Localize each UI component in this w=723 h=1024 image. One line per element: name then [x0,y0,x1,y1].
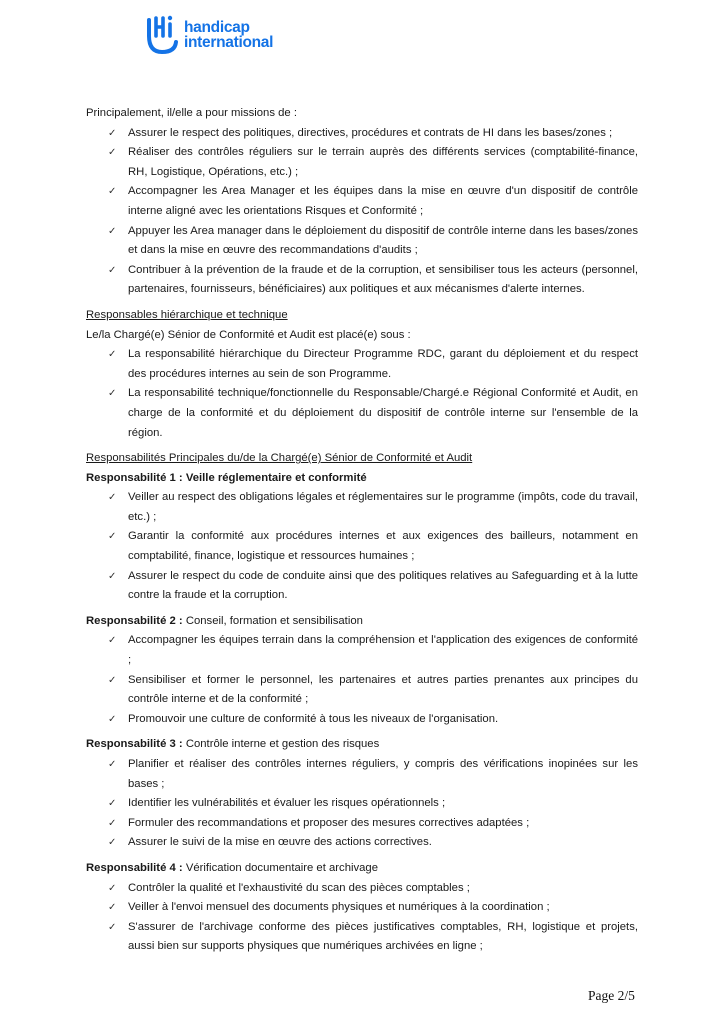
list-item: ✓ Assurer le respect des politiques, directives, procédures et contrats de HI dans les bases/zones ; [108,124,638,144]
list-item: ✓ Appuyer les Area manager dans le déploiement du dispositif de contrôle interne dans les bases/zones et dans la mise en œuvre des recommandations d'audits ; [108,222,638,261]
checkmark-icon: ✓ [108,921,117,933]
logo-text-handicap: handicap [184,19,250,36]
hi-hand-logo-icon [143,12,181,58]
checkmark-icon: ✓ [108,492,117,504]
checkmark-icon: ✓ [108,147,117,159]
list-item: ✓ Assurer le suivi de la mise en œuvre des actions correctives. [108,833,638,853]
responsibility-heading: Responsabilité 1 : Veille réglementaire et conformité [86,471,367,484]
checkmark-icon: ✓ [108,817,117,829]
responsibility-3-list [86,755,638,853]
list-item: ✓ S'assurer de l'archivage conforme des pièces justificatives comptables, RH, logistique et projets, aussi bien sur supports physiques que numériques archivées en ligne ; [108,918,638,957]
list-item: ✓ Réaliser des contrôles réguliers sur le terrain auprès des différents services (comptabilité-finance, RH, Logistique, Opérations, etc.) ; [108,143,638,182]
logo [143,12,273,58]
checkmark-icon: ✓ [108,902,117,914]
list-item: ✓ Contribuer à la prévention de la fraude et de la corruption, et sensibiliser tous les acteurs (personnel, partenaires, fournisseurs, bénéficiaires) aux politiques et aux mécanismes d'alerte internes. [108,261,638,300]
checkmark-icon: ✓ [108,674,117,686]
responsibility-heading: Responsabilité 2 : Conseil, formation et sensibilisation [86,614,363,627]
checkmark-icon: ✓ [108,225,117,237]
checkmark-icon: ✓ [108,388,117,400]
section-title-responsibilities: Responsabilités Principales du/de la Chargé(e) Sénior de Conformité et Audit [86,452,473,465]
checkmark-icon: ✓ [108,570,117,582]
list-item: ✓ Accompagner les équipes terrain dans la compréhension et l'application des exigences de conformité ; [108,631,638,670]
list-item: ✓ Planifier et réaliser des contrôles internes réguliers, y compris des vérifications inopinées sur les bases ; [108,755,638,794]
list-item: ✓ Accompagner les Area Manager et les équipes dans la mise en œuvre d'un dispositif de contrôle interne aligné avec les orientations Risques et Conformité ; [108,182,638,221]
checkmark-icon: ✓ [108,186,117,198]
checkmark-icon: ✓ [108,713,117,725]
checkmark-icon: ✓ [108,882,117,894]
checkmark-icon: ✓ [108,635,117,647]
responsibility-2-list [86,631,638,729]
checkmark-icon: ✓ [108,759,117,770]
page-number: Page 2/5 [588,988,635,1003]
missions-list [86,124,638,300]
responsibility-4-list [86,879,638,957]
document-body [86,104,638,957]
list-item: ✓ Garantir la conformité aux procédures internes et aux exigences des bailleurs, notamment en comptabilité, finance, logistique et ressources humaines ; [108,527,638,566]
logo-text-international: international [184,34,274,51]
responsibility-heading: Responsabilité 3 : Contrôle interne et gestion des risques [86,738,380,751]
hierarchy-list [86,345,638,443]
list-item: ✓ Veiller à l'envoi mensuel des documents physiques et numériques à la coordination ; [108,898,638,918]
responsibility-heading: Responsabilité 4 : Vérification documentaire et archivage [86,861,378,874]
logo-wordmark [184,20,273,50]
section-title-hierarchy: Responsables hiérarchique et technique [86,308,288,321]
list-item: ✓ La responsabilité hiérarchique du Directeur Programme RDC, garant du déploiement et du respect des procédures internes au sein de son Programme. [108,345,638,384]
hierarchy-intro: Le/la Chargé(e) Sénior de Conformité et Audit est placé(e) sous : [86,328,411,341]
list-item: ✓ Sensibiliser et former le personnel, les partenaires et autres parties prenantes aux principes du contrôle interne et de la conformité ; [108,671,638,710]
list-item: ✓ La responsabilité technique/fonctionnelle du Responsable/Chargé.e Régional Conformité et Audit, en charge de la conformité et du déploiement du dispositif de contrôle interne sur l'ensemble de la région. [108,384,638,443]
list-item: ✓ Formuler des recommandations et proposer des mesures correctives adaptées ; [108,814,638,834]
list-item: ✓ Contrôler la qualité et l'exhaustivité du scan des pièces comptables ; [108,879,638,899]
responsibility-1-list [86,488,638,606]
checkmark-icon: ✓ [108,531,117,543]
missions-intro: Principalement, il/elle a pour missions de : [86,107,297,119]
checkmark-icon: ✓ [108,837,117,849]
list-item: ✓ Assurer le respect du code de conduite ainsi que des politiques relatives au Safeguarding et à la lutte contre la fraude et la corruption. [108,567,638,606]
checkmark-icon: ✓ [108,127,117,139]
list-item: ✓ Veiller au respect des obligations légales et réglementaires sur le programme (impôts, code du travail, etc.) ; [108,488,638,527]
checkmark-icon: ✓ [108,264,117,276]
checkmark-icon: ✓ [108,349,117,361]
list-item: ✓ Identifier les vulnérabilités et évaluer les risques opérationnels ; [108,794,638,814]
list-item: ✓ Promouvoir une culture de conformité à tous les niveaux de l'organisation. [108,710,638,730]
checkmark-icon: ✓ [108,798,117,810]
